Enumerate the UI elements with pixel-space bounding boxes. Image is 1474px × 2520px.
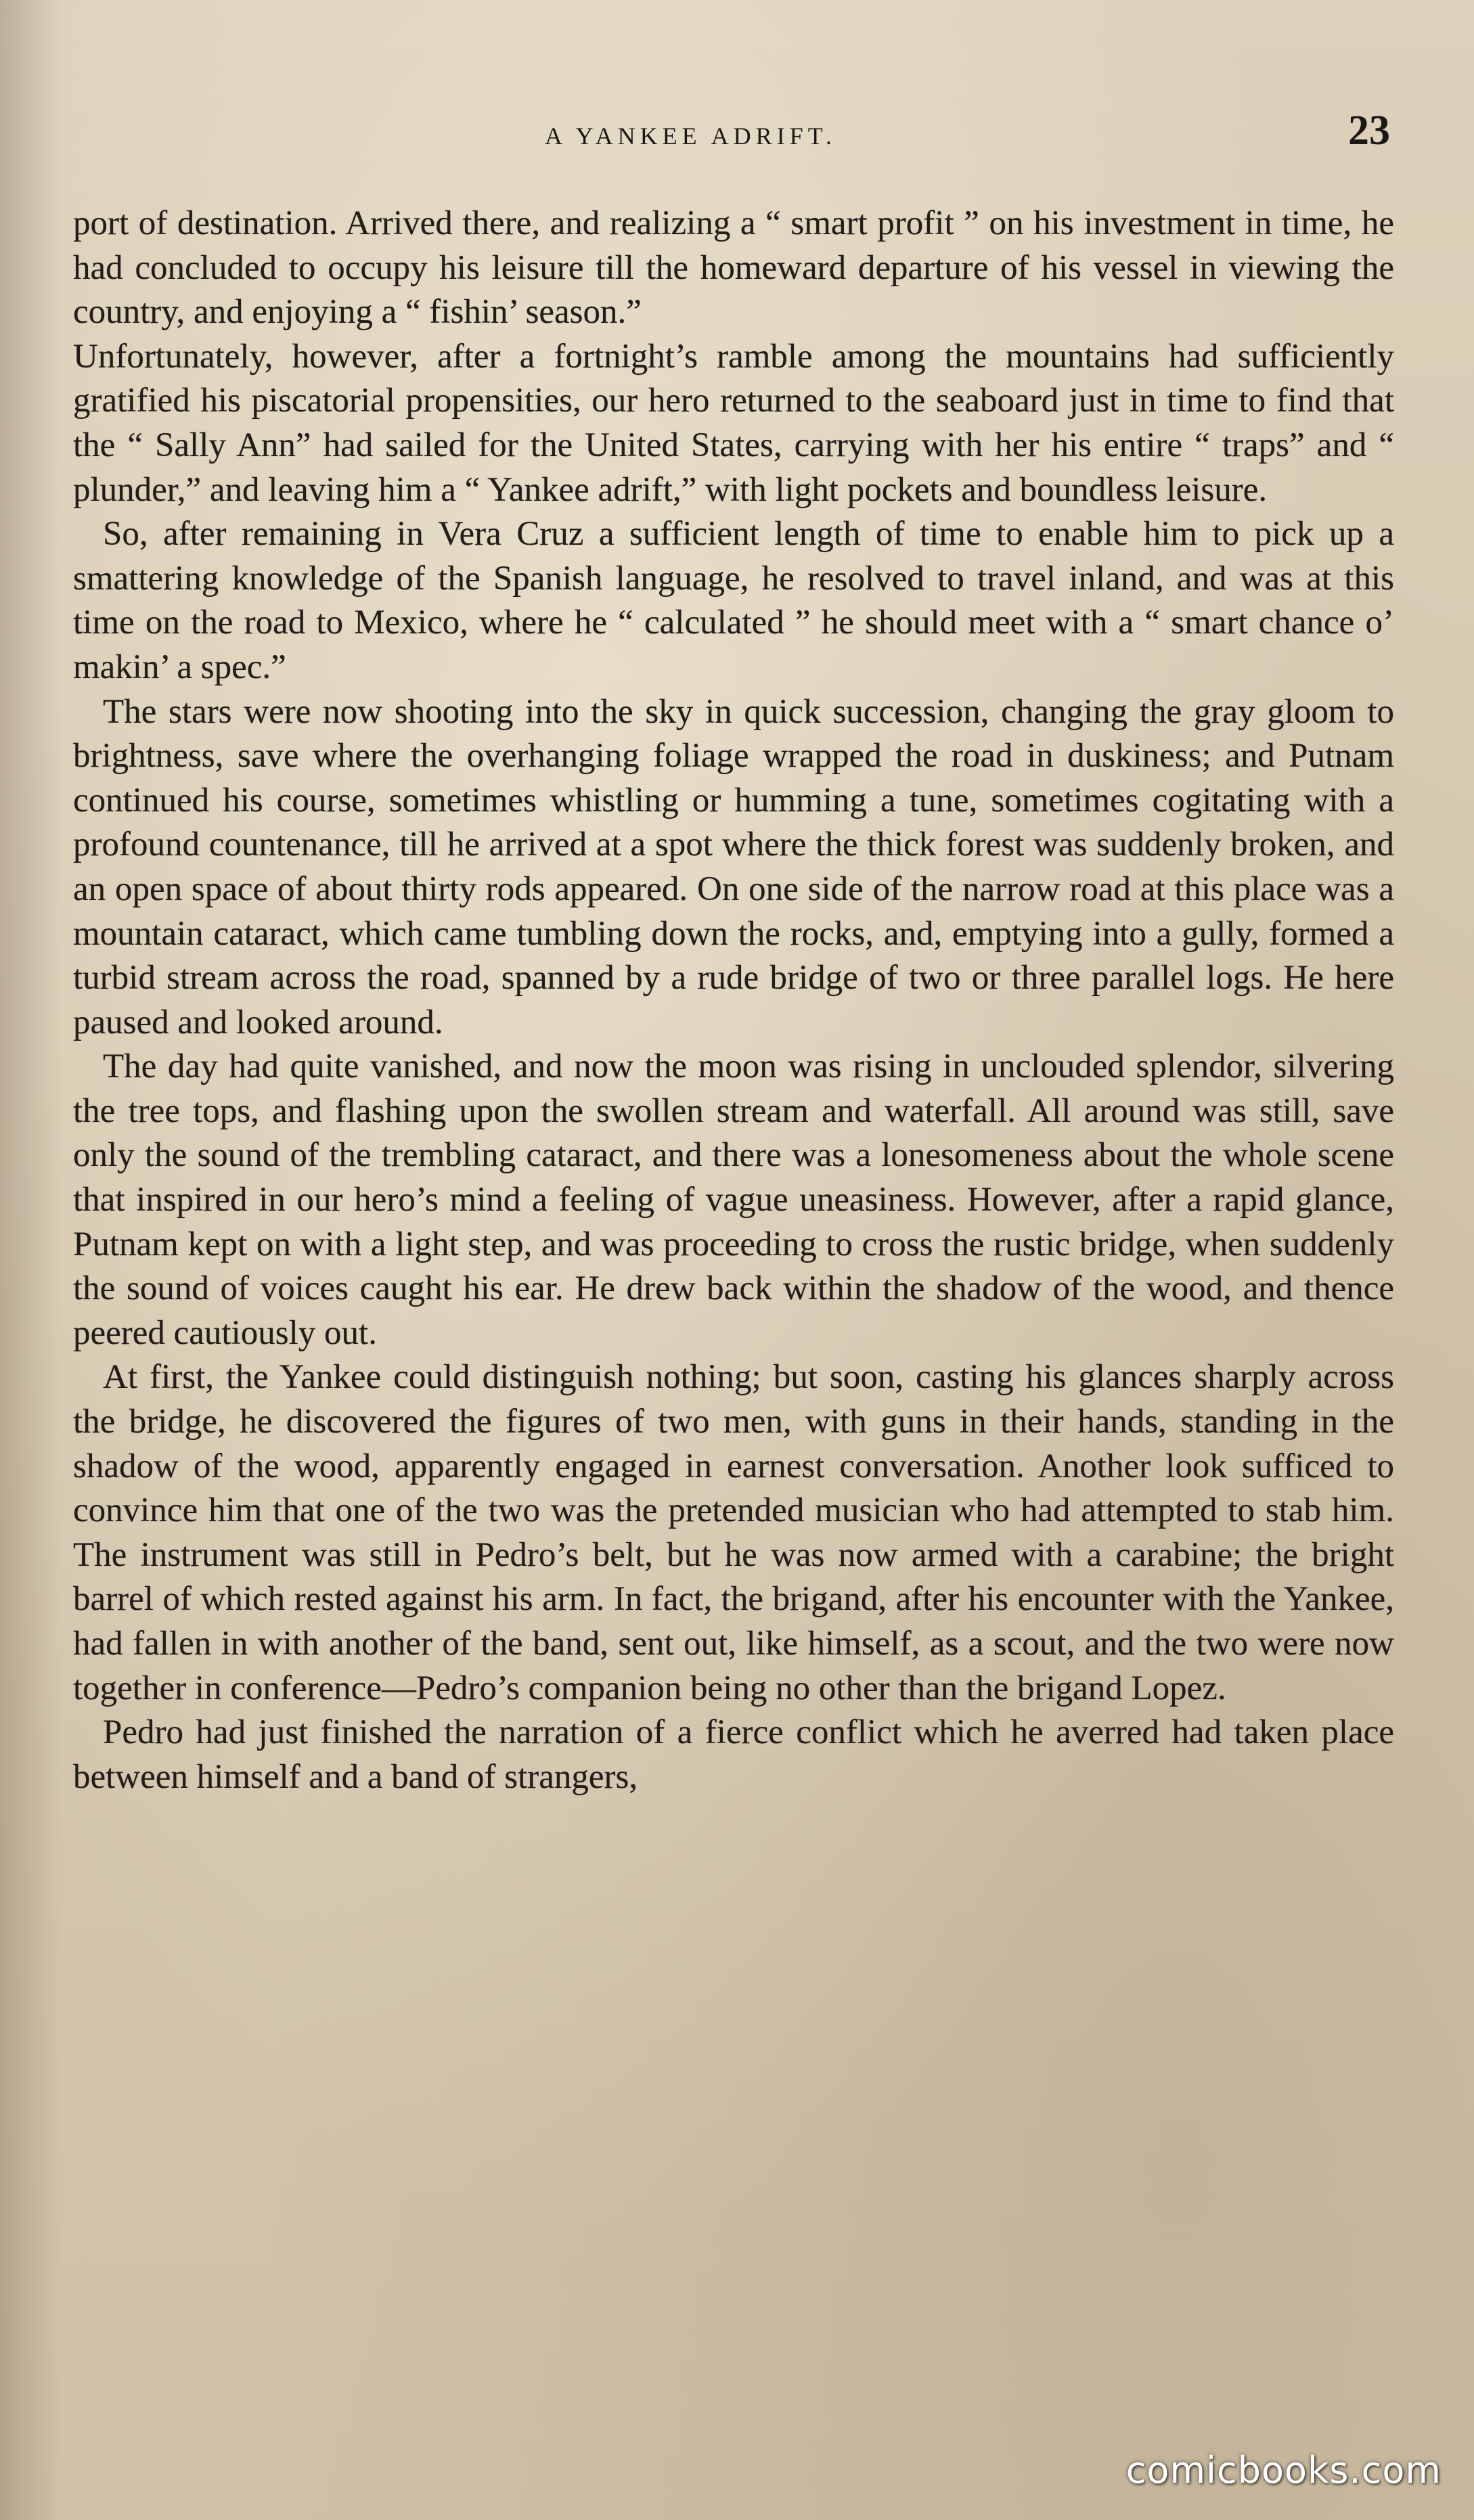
paragraph-2: Unfortunately, however, after a fortnight’s ramble among the mountains had sufficiently gratified his piscatorial propensities, our hero returned to the seaboard just in time to find that the “ Sally Ann” had sailed for the United States, carrying with her his entire “ traps” and “ plunder,” and leaving him a “ Yankee adrift,” with light pockets and boundless leisure.: [73, 337, 1394, 509]
watermark: comicbooks.com: [1125, 2449, 1442, 2492]
paragraph-4: The stars were now shooting into the sky in quick succession, changing the gray gloom to brightness, save where the overhanging foliage wrapped the road in duskiness; and Putnam continued his course, sometimes whistling or humming a tune, sometimes cogitating with a profound countenance, till he arrived at a spot where the thick forest was suddenly broken, and an open space of about thirty rods appeared. On one side of the narrow road at this place was a mountain cataract, which came tumbling down the rocks, and, emptying into a gully, formed a turbid stream across the road, spanned by a rude bridge of two or three parallel logs. He here paused and looked around.: [73, 692, 1394, 1041]
paragraph-7: Pedro had just finished the narration of a fierce conflict which he averred had taken place between himself and a band of strangers,: [73, 1713, 1394, 1796]
running-head: [0, 102, 1474, 154]
running-title: A YANKEE ADRIFT.: [545, 122, 837, 150]
paragraph-3: So, after remaining in Vera Cruz a sufficient length of time to enable him to pick up a smattering knowledge of the Spanish language, he resolved to travel inland, and was at this time on the road to Mexico, where he “ calculated ” he should meet with a “ smart chance o’ makin’ a spec.”: [73, 515, 1394, 686]
paragraph-1: port of destination. Arrived there, and realizing a “ smart profit ” on his investment in time, he had concluded to occupy his leisure till the homeward departure of his vessel in viewing the country, and enjoying a “ fishin’ season.”: [73, 204, 1394, 332]
body-text: [73, 202, 1394, 1799]
paragraph-5: The day had quite vanished, and now the moon was rising in unclouded splendor, silvering the tree tops, and flashing upon the swollen stream and waterfall. All around was still, save only the sound of the trembling cataract, and there was a lonesomeness about the whole scene that inspired in our hero’s mind a feeling of vague uneasiness. However, after a rapid glance, Putnam kept on with a light step, and was proceeding to cross the rustic bridge, when suddenly the sound of voices caught his ear. He drew back within the shadow of the wood, and thence peered cautiously out.: [73, 1048, 1394, 1352]
paragraph-6: At first, the Yankee could distinguish nothing; but soon, casting his glances sharply across the bridge, he discovered the figures of two men, with guns in their hands, standing in the shadow of the wood, apparently engaged in earnest conversation. Another look sufficed to convince him that one of the two was the pretended musician who had attempted to stab him. The instrument was still in Pedro’s belt, but he was now armed with a carabine; the bright barrel of which rested against his arm. In fact, the brigand, after his encounter with the Yankee, had fallen in with another of the band, sent out, like himself, as a scout, and the two were now together in conference—Pedro’s companion being no other than the brigand Lopez.: [73, 1358, 1394, 1707]
page-edge-shadow: [0, 0, 61, 2520]
page-number: 23: [1348, 108, 1390, 154]
